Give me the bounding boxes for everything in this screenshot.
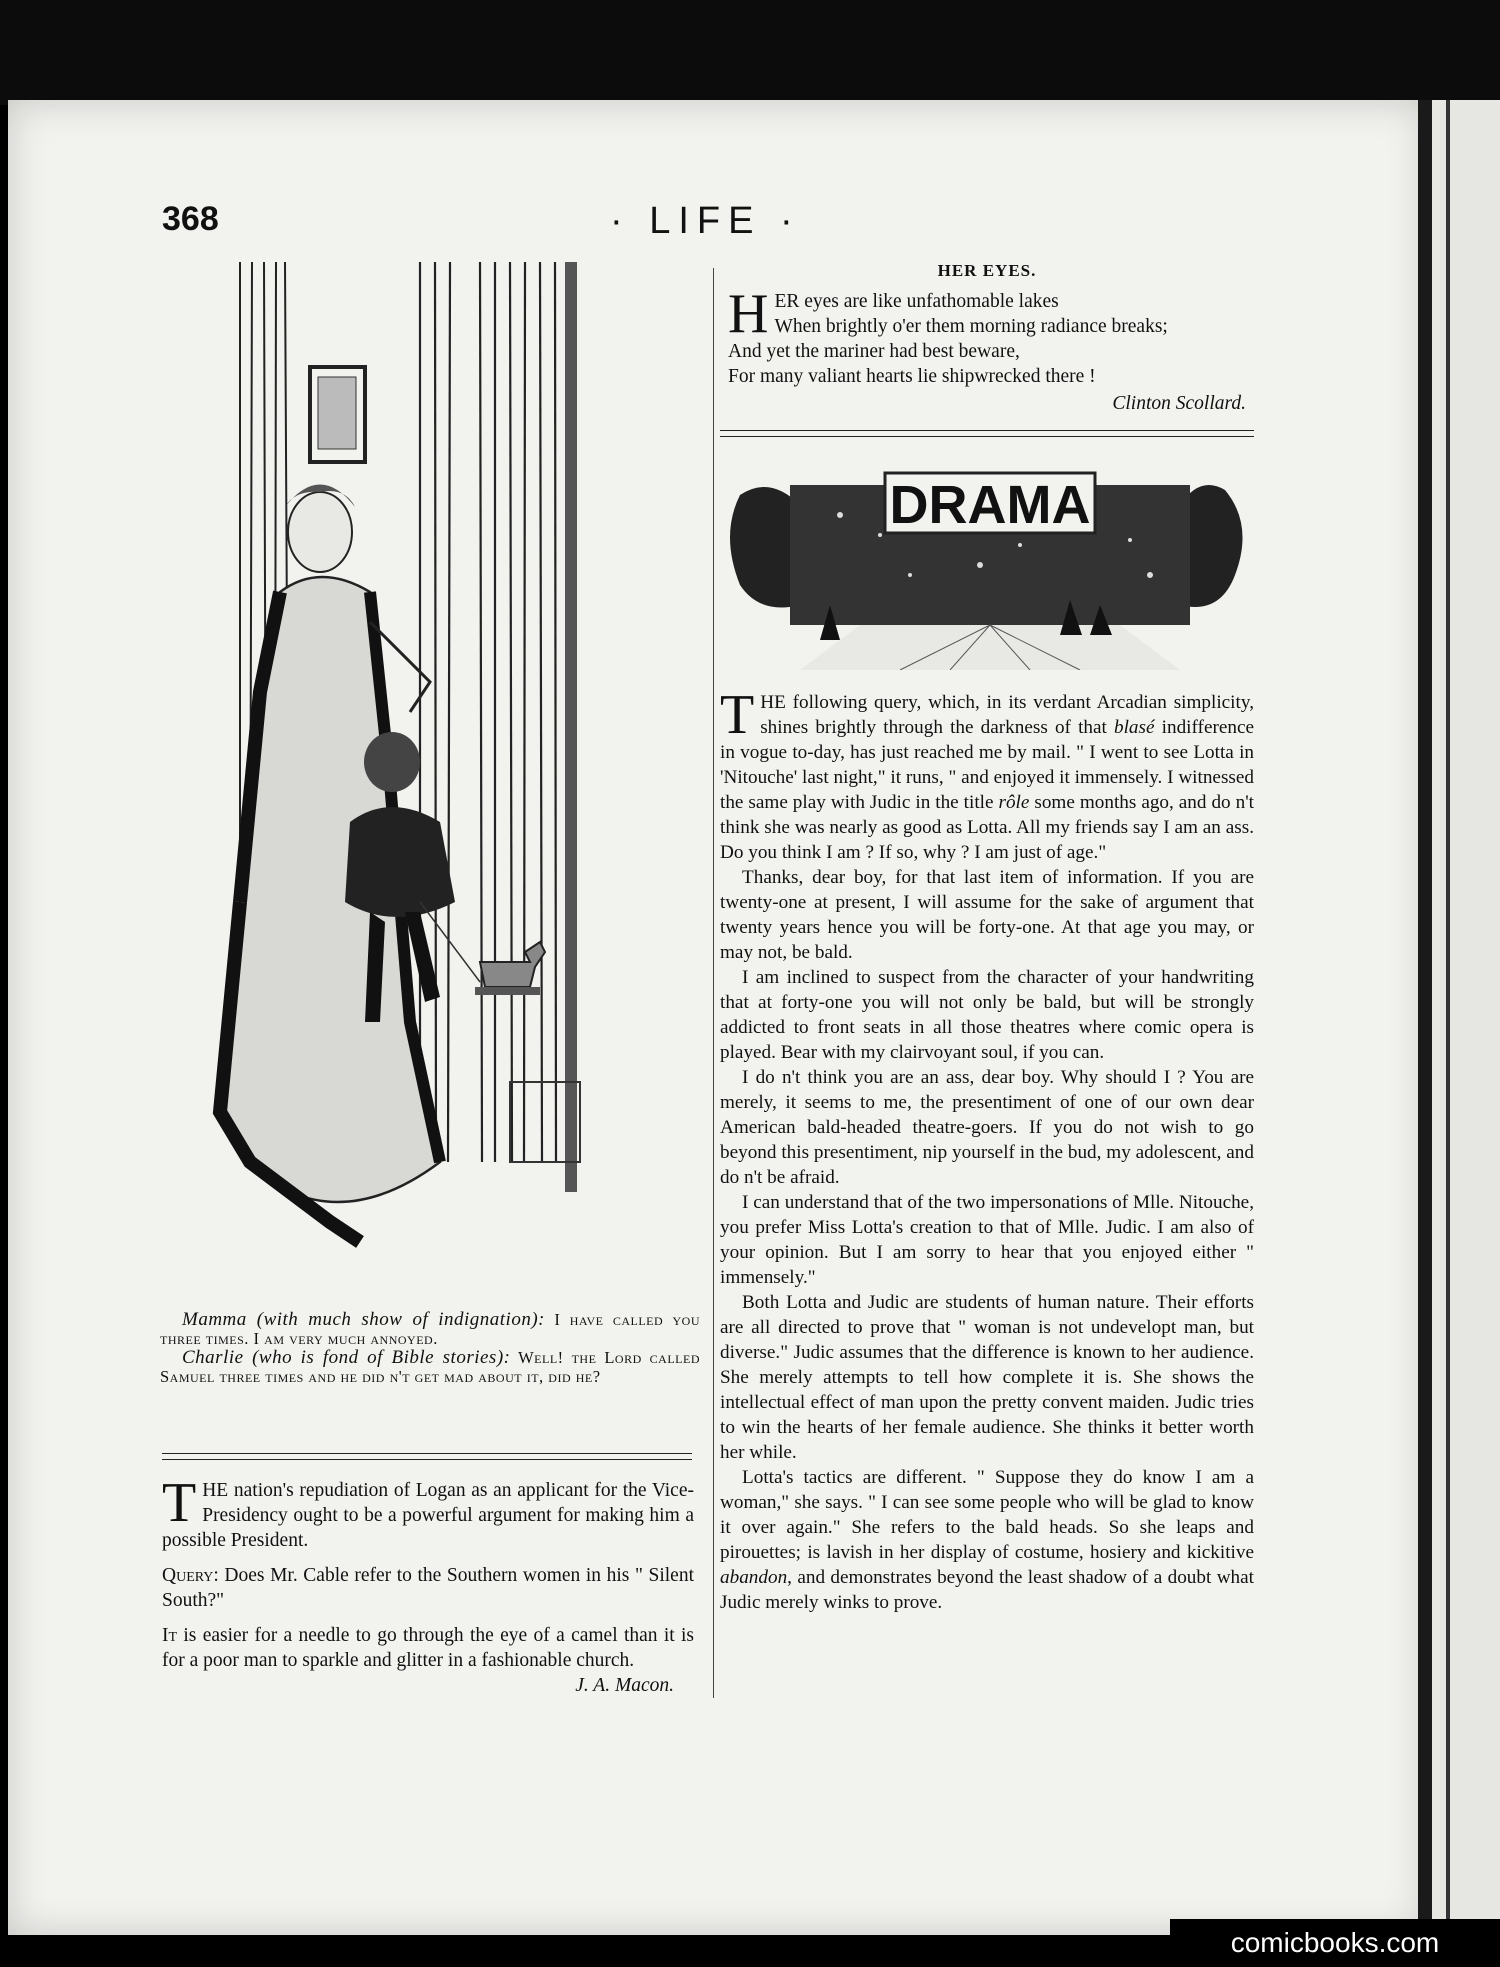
caption-text-mamma: I have called you three times. I am very much annoyed. [160,1310,700,1348]
cartoon-illustration [180,262,700,1297]
logan-paragraph: THE nation's repudiation of Logan as an applicant for the Vice-Presidency ought to be a powerful argument for making him a possible President. [162,1472,694,1551]
caption-speaker-charlie: Charlie (who is fond of Bible stories): [182,1347,511,1368]
poem-title: HER EYES. [937,261,1037,280]
masthead-title: · LIFE · [610,200,801,242]
column-divider [713,268,714,1698]
drama-paragraph-4: I do n't think you are an ass, dear boy. Why should I ? You are merely, it seems to me, the presentiment of one of our own dear American bald-headed theatre-goers. If you do not wish to go beyond this presentiment, nip yourself in the bud, my adolescent, and do n't be afraid. [720,1067,1254,1188]
section-divider-right [720,430,1254,437]
drop-cap: T [720,684,755,746]
caption-speaker-mamma: Mamma (with much show of indignation): [182,1309,545,1330]
left-column-paragraphs [162,1472,694,1698]
page-header [150,200,1250,250]
page-binding [1418,100,1432,1935]
drama-paragraph-5: I can understand that of the two impersonations of Mlle. Nitouche, you prefer Miss Lotta's creation to that of Mlle. Judic. I am also of your opinion. But I am sorry to hear that you enjoyed either " immensely." [720,1192,1254,1288]
drama-banner-title: DRAMA [889,475,1091,535]
page-number: 368 [162,200,219,238]
drop-cap: T [162,1472,197,1534]
drama-column-text [720,684,1254,1615]
caption-text-charlie: Well! the Lord called Samuel three times and he did n't get mad about it, did he? [160,1348,700,1386]
drama-banner-illustration [720,455,1254,670]
poem-line-1: HER eyes are like unfathomable lakes [728,283,1059,345]
section-divider-left [162,1453,692,1460]
adjacent-page-edge [1432,100,1500,1935]
source-watermark: comicbooks.com [1170,1919,1500,1967]
poem-line-4: For many valiant hearts lie shipwrecked there ! [728,366,1096,387]
scan-border-top [0,0,1500,105]
drama-paragraph-1: THE following query, which, in its verdant Arcadian simplicity, shines brightly through the darkness of that blasé indifference in vogue to-day, has just reached me by mail. " I went to see Lotta in 'Nitouche' last night," it runs, " and enjoyed it immensely. I witnessed the same play with Judic in the title rôle some months ago, and do n't think she was nearly as good as Lotta. All my friends say I am an ass. Do you think I am ? If so, why ? I am just of age." [720,684,1254,863]
drama-paragraph-2: Thanks, dear boy, for that last item of information. If you are twenty-one at present, I will assume for the sake of argument that twenty years hence you will be forty-one. At that age you may, or may not, be bald. [720,867,1254,963]
query-paragraph: Query: Does Mr. Cable refer to the Southern women in his " Silent South?" [162,1565,694,1611]
signature-macon: J. A. Macon. [575,1675,674,1696]
poem-line-3: And yet the mariner had best beware, [728,341,1020,362]
signature-scollard: Clinton Scollard. [1112,393,1246,414]
drama-paragraph-7: Lotta's tactics are different. " Suppose they do know I am a woman," she says. " I can see some people who will be glad to know it over again." She refers to the bald heads. So she leaps and pirouettes; is lavish in her display of costume, hosiery and kickitive abandon, and demonstrates beyond the least shadow of a doubt what Judic merely winks to prove. [720,1467,1254,1613]
drop-cap: H [728,283,769,345]
drama-paragraph-3: I am inclined to suspect from the character of your handwriting that at forty-one you will not only be bald, but will be strongly addicted to front seats in all those theatres where comic opera is played. Bear with my clairvoyant soul, if you can. [720,967,1254,1063]
drama-paragraph-6: Both Lotta and Judic are students of human nature. Their efforts are all directed to prove that " woman is not undevelopt man, but diverse." Judic assumes that the difference is known to her audience. She merely attempts to tell how complete it is. She shows the intellectual effect of man upon the pretty convent maiden. Judic tries to win the hearts of her female audience. She thinks it better worth her while. [720,1292,1254,1463]
needle-paragraph: It is easier for a needle to go through the eye of a camel than it is for a poor man to sparkle and glitter in a fashionable church. J. A. Macon. [162,1625,694,1696]
poem-her-eyes [728,258,1246,416]
poem-line-2: When brightly o'er them morning radiance breaks; [774,316,1168,337]
cartoon-caption [160,1310,700,1386]
